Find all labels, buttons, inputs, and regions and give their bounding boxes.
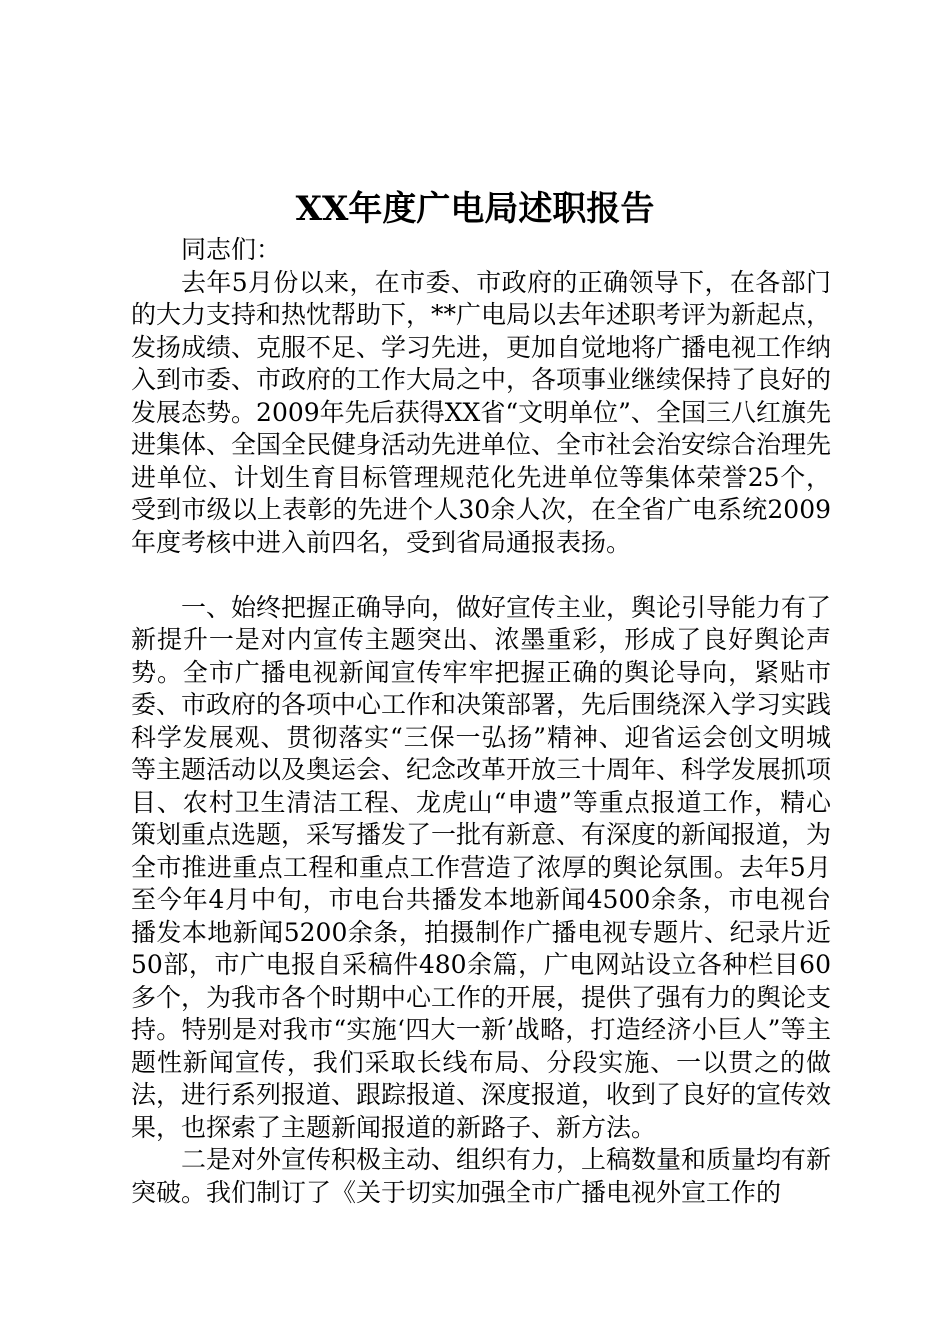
paragraph-intro: 去年5月份以来，在市委、市政府的正确领导下，在各部门的大力支持和热忱帮助下，**广电局以去年述职考评为新起点，发扬成绩、克服不足、学习先进，更加自觉地将广播电视工作纳入到市委、市政府的工作大局之中，各项事业继续保持了良好的发展态势。2009年先后获得XX省“文明单位”、全国三八红旗先进集体、全国全民健身活动先进单位、全市社会治安综合治理先进单位、计划生育目标管理规范化先进单位等集体荣誉25个，受到市级以上表彰的先进个人30余人次，在全省广电系统2009年度考核中进入前四名，受到省局通报表扬。 — [131, 267, 832, 557]
document-body — [131, 234, 831, 1209]
greeting-line: 同志们： — [181, 235, 282, 264]
paragraph-section-one: 一、始终把握正确导向，做好宣传主业，舆论引导能力有了新提升一是对内宣传主题突出、浓墨重彩，形成了良好舆论声势。全市广播电视新闻宣传牢牢把握正确的舆论导向，紧贴市委、市政府的各项中心工作和决策部署，先后围绕深入学习实践科学发展观、贯彻落实“三保一弘扬”精神、迎省运会创文明城等主题活动以及奥运会、纪念改革开放三十周年、科学发展抓项目、农村卫生清洁工程、龙虎山“申遗”等重点报道工作，精心策划重点选题，采写播发了一批有新意、有深度的新闻报道，为全市推进重点工程和重点工作营造了浓厚的舆论氛围。去年5月至今年4月中旬，市电台共播发本地新闻4500余条，市电视台播发本地新闻5200余条，拍摄制作广播电视专题片、纪录片近50部，市广电报自采稿件480余篇，广电网站设立各种栏目60多个，为我市各个时期中心工作的开展，提供了强有力的舆论支持。特别是对我市“实施‘四大一新’战略，打造经济小巨人”等主题性新闻宣传，我们采取长线布局、分段实施、一以贯之的做法，进行系列报道、跟踪报道、深度报道，收到了良好的宣传效果，也探索了主题新闻报道的新路子、新方法。 — [131, 592, 832, 1142]
paragraph-section-two: 二是对外宣传积极主动、组织有力，上稿数量和质量均有新突破。我们制订了《关于切实加强全市广播电视外宣工作的 — [131, 1145, 832, 1207]
document-title: XX年度广电局述职报告 — [295, 189, 655, 229]
paragraph-spacer — [131, 559, 831, 592]
